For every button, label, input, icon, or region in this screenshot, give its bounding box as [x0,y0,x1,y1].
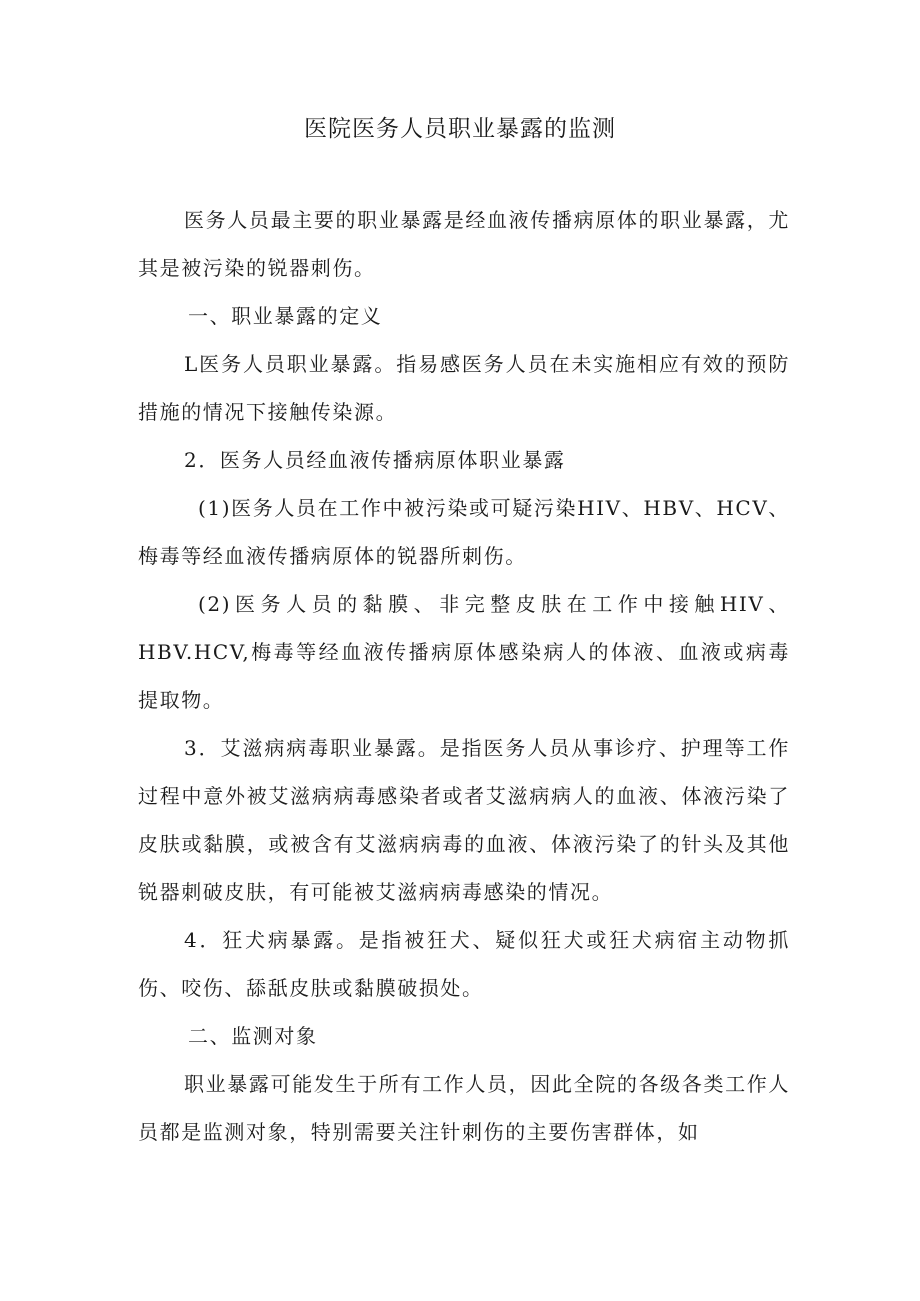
definition-item-2: 2．医务人员经血液传播病原体职业暴露 [184,448,566,472]
intro-paragraph: 医务人员最主要的职业暴露是经血液传播病原体的职业暴露，尤其是被污染的锐器刺伤。 [138,208,790,280]
definition-item-2-sub-2: (2)医务人员的黏膜、非完整皮肤在工作中接触HIV、HBV.HCV,梅毒等经血液传播病原体感染病人的体液、血液或病毒提取物。 [138,592,790,712]
section-heading-monitoring-targets: 二、监测对象 [188,1024,318,1048]
definition-item-2-sub-1: (1)医务人员在工作中被污染或可疑污染HIV、HBV、HCV、梅毒等经血液传播病原体的锐器所刺伤。 [138,496,790,568]
document-title: 医院医务人员职业暴露的监测 [304,116,616,142]
definition-item-4: 4．狂犬病暴露。是指被狂犬、疑似狂犬或狂犬病宿主动物抓伤、咬伤、舔舐皮肤或黏膜破损处。 [138,928,790,1000]
section-heading-definition: 一、职业暴露的定义 [188,304,383,328]
definition-item-3: 3．艾滋病病毒职业暴露。是指医务人员从事诊疗、护理等工作过程中意外被艾滋病病毒感染者或者艾滋病病人的血液、体液污染了皮肤或黏膜，或被含有艾滋病病毒的血液、体液污染了的针头及其他锐器刺破皮肤，有可能被艾滋病病毒感染的情况。 [138,736,790,904]
definition-item-1: L医务人员职业暴露。指易感医务人员在未实施相应有效的预防措施的情况下接触传染源。 [138,352,790,424]
monitoring-targets-paragraph: 职业暴露可能发生于所有工作人员，因此全院的各级各类工作人员都是监测对象，特别需要关注针刺伤的主要伤害群体，如 [138,1072,790,1144]
document-body [138,196,790,1156]
